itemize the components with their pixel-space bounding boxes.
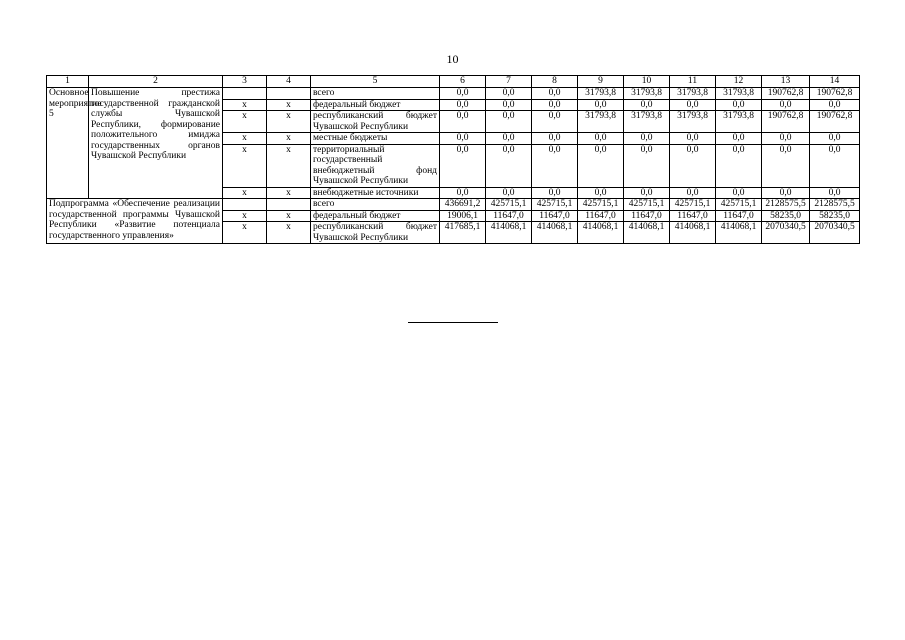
value-cell: 190762,8	[810, 111, 860, 133]
value-cell: 414068,1	[716, 222, 762, 244]
value-cell: 0,0	[486, 133, 532, 145]
column-number-header: 11	[670, 76, 716, 88]
value-cell: 11647,0	[670, 210, 716, 222]
column-4-cell: х	[267, 222, 311, 244]
value-cell: 0,0	[486, 88, 532, 100]
column-3-cell: х	[223, 99, 267, 111]
funding-source-cell: федеральный бюджет	[311, 210, 440, 222]
value-cell: 436691,2	[440, 199, 486, 211]
value-cell: 0,0	[810, 99, 860, 111]
column-3-cell: х	[223, 133, 267, 145]
activity-description-cell: Повышение престижа государственной гражданской службы Чувашской Республики, формирование положительного имиджа государственных органов Чувашской Республики	[89, 88, 223, 199]
value-cell: 425715,1	[716, 199, 762, 211]
column-number-header: 3	[223, 76, 267, 88]
value-cell: 0,0	[716, 133, 762, 145]
funding-source-cell: республиканский бюджет Чувашской Республики	[311, 222, 440, 244]
column-4-cell: х	[267, 99, 311, 111]
column-number-row	[47, 76, 860, 88]
column-3-cell: х	[223, 144, 267, 187]
value-cell: 0,0	[810, 187, 860, 199]
value-cell: 0,0	[532, 88, 578, 100]
column-number-header: 9	[578, 76, 624, 88]
column-3-cell: х	[223, 210, 267, 222]
value-cell: 31793,8	[670, 88, 716, 100]
value-cell: 0,0	[532, 144, 578, 187]
column-number-header: 1	[47, 76, 89, 88]
value-cell: 58235,0	[762, 210, 810, 222]
column-4-cell: х	[267, 144, 311, 187]
value-cell: 0,0	[624, 144, 670, 187]
value-cell: 0,0	[624, 133, 670, 145]
subprogram-title-cell: Подпрограмма «Обеспечение реализации государственной программы Чувашской Республики «Развитие потенциала государственного управления»	[47, 199, 223, 244]
column-number-header: 8	[532, 76, 578, 88]
column-number-header: 4	[267, 76, 311, 88]
column-4-cell	[267, 88, 311, 100]
funding-source-cell: республиканский бюджет Чувашской Республики	[311, 111, 440, 133]
column-4-cell: х	[267, 133, 311, 145]
column-3-cell	[223, 199, 267, 211]
value-cell: 0,0	[440, 99, 486, 111]
value-cell: 2070340,5	[810, 222, 860, 244]
funding-source-cell: территориальный государственный внебюджетный фонд Чувашской Республики	[311, 144, 440, 187]
value-cell: 0,0	[762, 187, 810, 199]
value-cell: 0,0	[716, 187, 762, 199]
value-cell: 2128575,5	[762, 199, 810, 211]
column-number-header: 2	[89, 76, 223, 88]
value-cell: 11647,0	[486, 210, 532, 222]
value-cell: 190762,8	[810, 88, 860, 100]
column-number-header: 7	[486, 76, 532, 88]
value-cell: 0,0	[532, 99, 578, 111]
value-cell: 0,0	[578, 144, 624, 187]
value-cell: 0,0	[440, 88, 486, 100]
value-cell: 0,0	[532, 111, 578, 133]
value-cell: 0,0	[762, 99, 810, 111]
column-number-header: 13	[762, 76, 810, 88]
value-cell: 0,0	[486, 99, 532, 111]
value-cell: 31793,8	[578, 111, 624, 133]
column-number-header: 14	[810, 76, 860, 88]
value-cell: 31793,8	[578, 88, 624, 100]
value-cell: 11647,0	[532, 210, 578, 222]
end-separator-line	[408, 322, 498, 323]
column-number-header: 6	[440, 76, 486, 88]
column-3-cell: х	[223, 222, 267, 244]
value-cell: 414068,1	[624, 222, 670, 244]
value-cell: 0,0	[716, 144, 762, 187]
funding-source-cell: всего	[311, 199, 440, 211]
funding-source-cell: внебюджетные источники	[311, 187, 440, 199]
value-cell: 425715,1	[532, 199, 578, 211]
column-number-header: 5	[311, 76, 440, 88]
value-cell: 425715,1	[486, 199, 532, 211]
value-cell: 0,0	[762, 133, 810, 145]
column-3-cell: х	[223, 111, 267, 133]
value-cell: 425715,1	[578, 199, 624, 211]
value-cell: 0,0	[762, 144, 810, 187]
value-cell: 31793,8	[624, 88, 670, 100]
value-cell: 417685,1	[440, 222, 486, 244]
value-cell: 0,0	[670, 133, 716, 145]
value-cell: 0,0	[810, 133, 860, 145]
budget-table	[46, 75, 860, 244]
funding-source-cell: федеральный бюджет	[311, 99, 440, 111]
activity-label-cell: Основное мероприятие 5	[47, 88, 89, 199]
value-cell: 0,0	[716, 99, 762, 111]
value-cell: 11647,0	[578, 210, 624, 222]
value-cell: 11647,0	[716, 210, 762, 222]
value-cell: 0,0	[440, 144, 486, 187]
table-row	[47, 88, 860, 100]
value-cell: 0,0	[624, 187, 670, 199]
value-cell: 2070340,5	[762, 222, 810, 244]
value-cell: 31793,8	[624, 111, 670, 133]
funding-source-cell: местные бюджеты	[311, 133, 440, 145]
value-cell: 0,0	[486, 111, 532, 133]
value-cell: 425715,1	[670, 199, 716, 211]
value-cell: 190762,8	[762, 111, 810, 133]
value-cell: 0,0	[532, 133, 578, 145]
value-cell: 414068,1	[670, 222, 716, 244]
column-3-cell	[223, 88, 267, 100]
value-cell: 58235,0	[810, 210, 860, 222]
table-row	[47, 199, 860, 211]
value-cell: 2128575,5	[810, 199, 860, 211]
value-cell: 11647,0	[624, 210, 670, 222]
column-3-cell: х	[223, 187, 267, 199]
column-number-header: 12	[716, 76, 762, 88]
value-cell: 0,0	[578, 133, 624, 145]
value-cell: 0,0	[532, 187, 578, 199]
column-4-cell: х	[267, 111, 311, 133]
value-cell: 31793,8	[716, 111, 762, 133]
column-number-header: 10	[624, 76, 670, 88]
value-cell: 19006,1	[440, 210, 486, 222]
value-cell: 0,0	[486, 187, 532, 199]
value-cell: 0,0	[578, 99, 624, 111]
value-cell: 0,0	[670, 187, 716, 199]
column-4-cell: х	[267, 210, 311, 222]
column-4-cell: х	[267, 187, 311, 199]
value-cell: 0,0	[670, 144, 716, 187]
value-cell: 414068,1	[532, 222, 578, 244]
value-cell: 0,0	[486, 144, 532, 187]
value-cell: 414068,1	[486, 222, 532, 244]
value-cell: 0,0	[440, 133, 486, 145]
value-cell: 31793,8	[716, 88, 762, 100]
value-cell: 31793,8	[670, 111, 716, 133]
value-cell: 0,0	[440, 111, 486, 133]
value-cell: 0,0	[624, 99, 670, 111]
value-cell: 190762,8	[762, 88, 810, 100]
funding-source-cell: всего	[311, 88, 440, 100]
value-cell: 0,0	[670, 99, 716, 111]
column-4-cell	[267, 199, 311, 211]
value-cell: 0,0	[810, 144, 860, 187]
value-cell: 0,0	[440, 187, 486, 199]
page-number: 10	[446, 52, 459, 66]
value-cell: 0,0	[578, 187, 624, 199]
value-cell: 414068,1	[578, 222, 624, 244]
value-cell: 425715,1	[624, 199, 670, 211]
